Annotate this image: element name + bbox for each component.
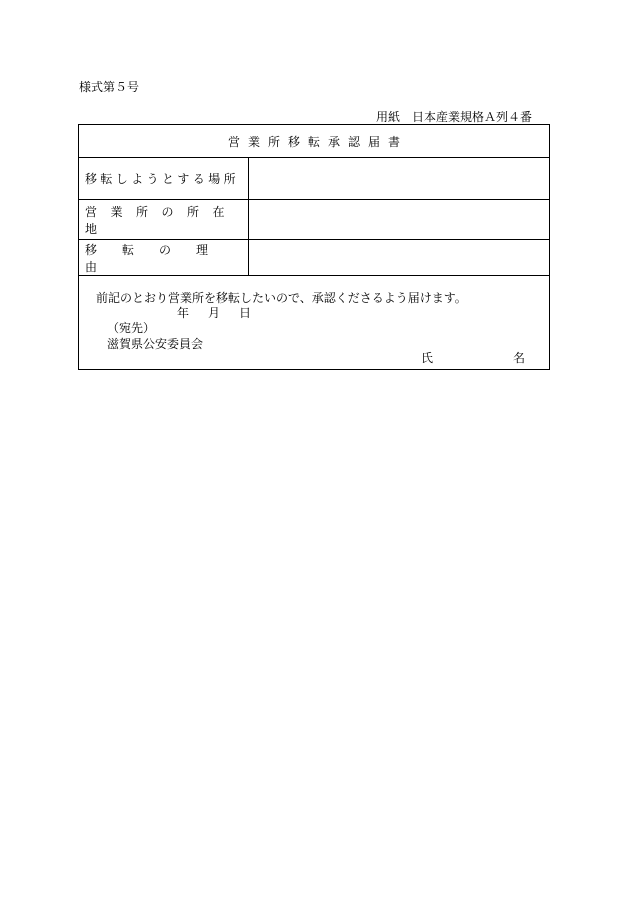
table-row-new-location [79, 158, 549, 200]
reason-label-text: 移転の理由 [85, 242, 234, 274]
office-address-field[interactable] [249, 200, 549, 239]
form-title: 営業所移転承認届書 [79, 125, 549, 158]
office-address-label-text: 営業所の所在地 [85, 204, 239, 236]
new-location-field[interactable] [249, 158, 549, 199]
signature-given-name: 名 [512, 351, 525, 365]
date-day: 日 [238, 306, 251, 320]
reason-field[interactable] [249, 240, 549, 275]
paper-size-note: 用紙 日本産業規格Ａ列４番 [376, 110, 533, 124]
date-line [177, 304, 251, 321]
date-year: 年 [177, 306, 190, 320]
signature-line [421, 349, 525, 366]
form-table [78, 124, 550, 370]
notice-text: 前記のとおり営業所を移転したいので、承認くださるよう届けます。 [96, 291, 467, 305]
commission-name: 滋賀県公安委員会 [107, 337, 204, 351]
reason-label [79, 240, 249, 275]
new-location-label: 移転しようとする場所 [79, 158, 249, 199]
office-address-label [79, 200, 249, 239]
signature-surname: 氏 [421, 351, 434, 365]
notice-section [79, 276, 549, 371]
table-row-office-address [79, 200, 549, 240]
date-month: 月 [207, 306, 220, 320]
form-number: 様式第５号 [79, 80, 140, 94]
addressee-label: （宛先） [107, 321, 156, 335]
table-row-reason [79, 240, 549, 276]
